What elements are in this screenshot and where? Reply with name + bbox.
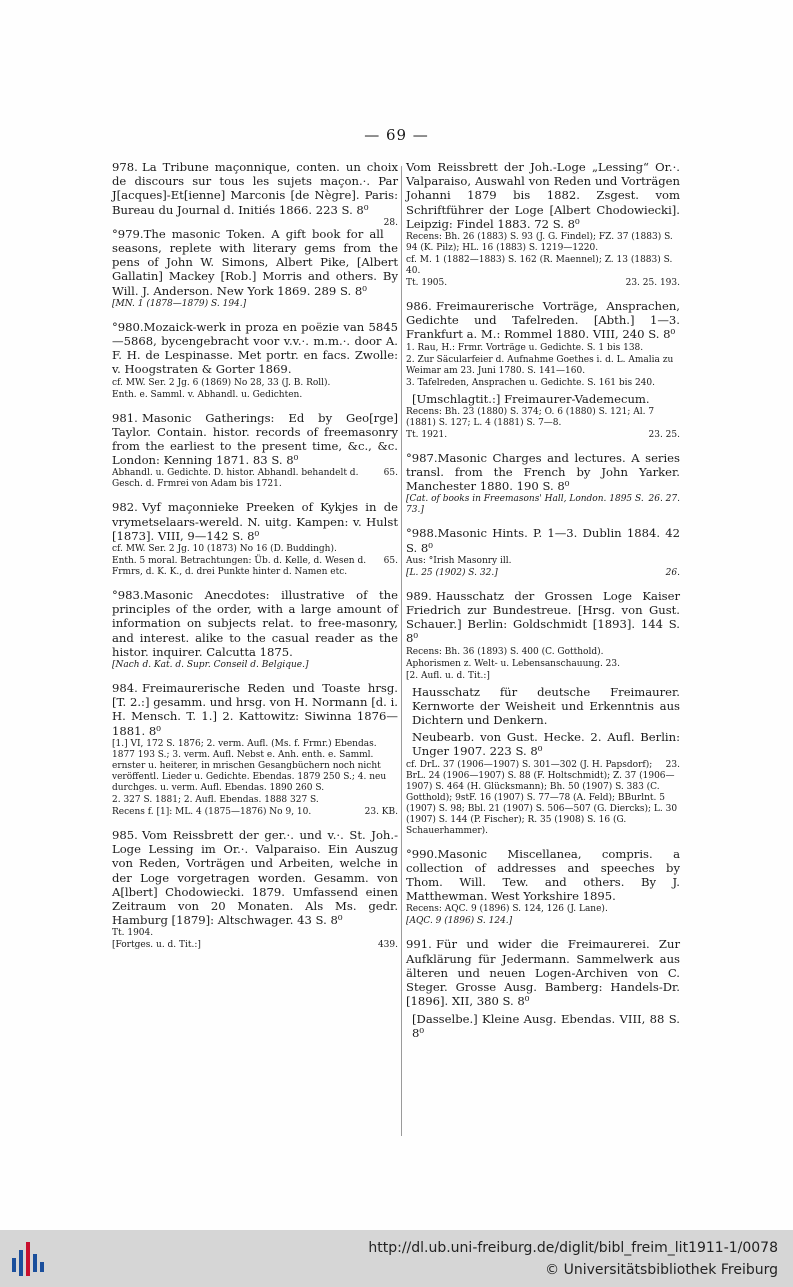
bibliography-entry bbox=[406, 160, 680, 289]
entry-title: Freimaurerische Reden und Toaste hrsg. [T. 2.:] gesamm. und hrsg. von H. Normann [d. i. H. Mensch. T. 1.] 2. Kattowitz: Siwinna 1876—1881. 8⁰ bbox=[112, 681, 398, 738]
entry-number: 978. bbox=[112, 160, 138, 174]
entry-text bbox=[112, 227, 398, 298]
bibliography-entry bbox=[112, 320, 398, 401]
entry-continuation: Hausschatz für deutsche Freimaurer. Kernworte der Weisheit und Erkenntnis aus Dichtern und Denkern. bbox=[412, 684, 680, 728]
entry-note: cf. M. 1 (1882—1883) S. 162 (R. Maennel); Z. 13 (1883) S. 40. bbox=[406, 255, 673, 277]
document-url-link[interactable]: http://dl.ub.uni-freiburg.de/diglit/bibl_freim_lit1911-1/0078 bbox=[368, 1240, 778, 1256]
copyright-notice: © Universitätsbibliothek Freiburg bbox=[545, 1262, 778, 1278]
bibliography-entry bbox=[112, 411, 398, 491]
left-column bbox=[112, 160, 398, 961]
bibliography-entry bbox=[406, 589, 680, 837]
entry-title: Masonic Anecdotes: illustrative of the principles of the order, with a large amount of information on subjects relat. to free-masonry, and interest. alike to the casual reader as the histor. inquirer. Calcutta 1875. bbox=[112, 588, 398, 659]
entry-title: Masonic Miscellanea, compris. a collection of addresses and speeches by Thom. Will. Tew. and others. By J. Matthewman. West Yorkshire 1895. bbox=[406, 846, 680, 904]
entry-note: 65. Enth. 5 moral. Betrachtungen: Üb. d. Kelle, d. Wesen d. Frmrs, d. K. K., d. drei Punkte hinter d. Namen etc. bbox=[112, 556, 398, 578]
entry-text bbox=[112, 500, 398, 543]
ub-freiburg-logo-icon bbox=[10, 1240, 44, 1278]
entry-number: °979. bbox=[112, 226, 144, 241]
entry-note: 23. 25. Tt. 1921. bbox=[406, 429, 680, 440]
entry-note: 23. cf. DrL. 37 (1906—1907) S. 301—302 (J. H. Papsdorf); BrL. 24 (1906—1907) S. 88 (F. Holtschmidt); Z. 37 (1906—1907) S. 464 (H. Glücksmann); Bh. 50 (1907) S. 383 (C. Gotthold); 9stF. 16 (1907) S. 77—78 (A. Feld); BBurlnt. 5 (1907) S. 98; Bbl. 21 (1907) S. 506—507 (G. Diercks); L. 30 (1907) S. 144 (P. Fischer); R. 35 (1908) S. 16 (G. Schauerhammer). bbox=[406, 759, 680, 836]
entry-text bbox=[406, 526, 680, 554]
entry-note: [1.] VI, 172 S. 1876; 2. verm. Aufl. (Ms. f. Frmr.) Ebendas. 1877 193 S.; 3. verm. Aufl. Nebst e. Anh. enth. e. Samml. ernster u. heiterer, in mrischen Gesangbüchern noch nicht veröffentl. Lieder u. Gedichte. Ebendas. 1879 250 S.; 4. neu durchges. u. verm. Aufl. Ebendas. 1890 260 S. bbox=[112, 738, 387, 793]
entry-note: Recens: Bh. 36 (1893) S. 400 (C. Gotthold). bbox=[406, 646, 604, 657]
entry-number: °990. bbox=[406, 846, 438, 861]
entry-title: Masonic Charges and lectures. A series transl. from the French by John Yarker. Manchester 1880. 190 S. 8⁰ bbox=[406, 450, 680, 494]
entry-number: 982. bbox=[112, 500, 138, 515]
entry-title: La Tribune maçonnique, conten. un choix de discours sur tous les sujets maçon.·. Par J[acques]-Et[ienne] Marconis [de Nègre]. Paris: Bureau du Journal d. Initiés 1866. 223 S. 8⁰ bbox=[112, 160, 398, 217]
entry-note: 2. Zur Säcularfeier d. Aufnahme Goethes i. d. L. Amalia zu Weimar am 23. Juni 1780. S. 141—160. bbox=[406, 354, 674, 376]
entry-title: Freimaurerische Vorträge, Ansprachen, Gedichte und Tafelreden. [Abth.] 1—3. Frankfurt a. M.: Rommel 1880. VIII, 240 S. 8⁰ bbox=[406, 299, 680, 342]
entry-ref: 65. bbox=[383, 468, 398, 479]
entry-note: 3. Tafelreden, Ansprachen u. Gedichte. S. 161 bis 240. bbox=[406, 377, 655, 388]
entry-note: [2. Aufl. u. d. Tit.:] bbox=[406, 670, 490, 681]
entry-note: 23. 25. 193. Tt. 1905. bbox=[406, 278, 680, 289]
entry-title: Mozaick-werk in proza en poëzie van 5845—5868, bycengebracht voor v.v.·. m.m.·. door A. F. H. de Lespinasse. Met portr. en facs. Zwolle: v. Hoogstraten & Gorter 1869. bbox=[112, 319, 398, 377]
column-divider bbox=[401, 166, 402, 1136]
entry-text bbox=[112, 588, 398, 659]
entry-note: Recens: AQC. 9 (1896) S. 124, 126 (J. Lane). bbox=[406, 904, 608, 915]
entry-text bbox=[406, 160, 680, 231]
entry-note: Aphorismen z. Welt- u. Lebensanschauung. 23. bbox=[406, 658, 620, 669]
entry-text bbox=[406, 937, 680, 1008]
entry-ref: 26. 27. bbox=[648, 494, 680, 505]
entry-number: °987. bbox=[406, 450, 438, 465]
entry-title: Masonic Gatherings: Ed by Geo[rge] Taylor. Contain. histor. records of freemasonry from the earliest to the present time, &c., &c. London: Kenning 1871. 83 S. 8⁰ bbox=[112, 410, 398, 468]
entry-note: Enth. e. Samml. v. Abhandl. u. Gedichten. bbox=[112, 389, 303, 400]
entry-number: 991. bbox=[406, 937, 432, 952]
entry-ref: 23. KB. bbox=[364, 806, 398, 817]
entry-title: Vyf maçonnieke Preeken of Kykjes in de vrymetselaars-wereld. N. uitg. Kampen: v. Hulst [1873]. VIII, 9—142 S. 8⁰ bbox=[112, 500, 398, 543]
entry-note: 2. 327 S. 1881; 2. Aufl. Ebendas. 1888 327 S. bbox=[112, 794, 319, 805]
entry-number: °983. bbox=[112, 588, 144, 603]
entry-ref: 26. bbox=[665, 567, 680, 578]
bibliography-entry bbox=[112, 681, 398, 818]
entry-text bbox=[112, 160, 398, 217]
bibliography-entry bbox=[406, 299, 680, 441]
entry-note: 23. KB. Recens f. [1]: ML. 4 (1875—1876) No 9, 10. bbox=[112, 806, 398, 817]
entry-title: Vom Reissbrett der Joh.-Loge „Lessing“ Or.·. Valparaiso, Auswahl von Reden und Vorträgen Johanni 1879 bis 1882. Zsgest. vom Schriftführer der Loge [Albert Chodowiecki]. Leipzig: Findel 1883. 72 S. 8⁰ bbox=[406, 160, 680, 231]
entry-note: [MN. 1 (1878—1879) S. 194.] bbox=[112, 298, 247, 309]
entry-continuation: [Umschlagtit.:] Freimaurer-Vademecum. bbox=[412, 391, 650, 406]
entry-note: cf. MW. Ser. 2 Jg. 6 (1869) No 28, 33 (J. B. Roll). bbox=[112, 377, 331, 388]
entry-number: 984. bbox=[112, 681, 138, 696]
entry-note: 26. 27. [Cat. of books in Freemasons' Hall, London. 1895 S. 73.] bbox=[406, 494, 680, 516]
entry-text bbox=[112, 411, 398, 468]
bibliography-entry bbox=[406, 451, 680, 517]
entry-number: 981. bbox=[112, 410, 138, 425]
entry-title: Vom Reissbrett der ger.·. und v.·. St. Joh.-Loge Lessing im Or.·. Valparaiso. Ein Auszug von Reden, Vorträgen und Arbeiten, welche in der Loge vorgetragen worden. Gesamm. von A[lbert] Chodowiecki. 1879. Umfassend einen Zeitraum von 20 Monaten. Als Ms. gedr. Hamburg [1879]: Altschwager. 43 S. 8⁰ bbox=[112, 827, 398, 928]
entry-note: 26. [L. 25 (1902) S. 32.] bbox=[406, 567, 680, 578]
entry-text bbox=[406, 847, 680, 904]
entry-ref: 23. 25. bbox=[648, 429, 680, 440]
entry-text bbox=[406, 589, 680, 646]
bibliography-entry bbox=[112, 500, 398, 578]
entry-title: Hausschatz der Grossen Loge Kaiser Friedrich zur Bundestreue. [Hrsg. von Gust. Schauer.] Berlin: Goldschmidt [1893]. 144 S. 8⁰ bbox=[406, 588, 680, 646]
entry-number: 986. bbox=[406, 299, 432, 314]
bibliography-entry bbox=[112, 588, 398, 671]
entry-note: cf. MW. Ser. 2 Jg. 10 (1873) No 16 (D. Buddingh). bbox=[112, 544, 337, 555]
right-column bbox=[406, 160, 680, 1050]
entry-note: 1. Rau, H.: Frmr. Vorträge u. Gedichte. S. 1 bis 138. bbox=[406, 342, 644, 353]
entry-note: Recens: Bh. 23 (1880) S. 374; O. 6 (1880) S. 121; Al. 7 (1881) S. 127; L. 4 (1881) S. 7—8. bbox=[406, 406, 655, 428]
entry-note: 65. Abhandl. u. Gedichte. D. histor. Abhandl. behandelt d. Gesch. d. Frmrei von Adam bis 1721. bbox=[112, 468, 398, 490]
bibliography-entry bbox=[112, 828, 398, 951]
entry-note: Tt. 1904. bbox=[112, 928, 154, 939]
entry-note: 439. [Fortges. u. d. Tit.:] bbox=[112, 940, 398, 951]
entry-text bbox=[406, 451, 680, 494]
entry-ref: 23. bbox=[665, 759, 680, 770]
entry-note: Recens: Bh. 26 (1883) S. 93 (J. G. Findel); FZ. 37 (1883) S. 94 (K. Pilz); HL. 16 (1883) S. 1219—1220. bbox=[406, 232, 673, 254]
entry-number: 989. bbox=[406, 588, 432, 603]
entry-note: [AQC. 9 (1896) S. 124.] bbox=[406, 916, 513, 927]
entry-number: 985. bbox=[112, 827, 138, 842]
viewer-footer bbox=[0, 1230, 793, 1287]
entry-continuation: [Dasselbe.] Kleine Ausg. Ebendas. VIII, 88 S. 8⁰ bbox=[412, 1011, 680, 1040]
entry-ref: 439. bbox=[377, 940, 398, 951]
entry-title: The masonic Token. A gift book for all seasons, replete with literary gems from the pens of John W. Simons, Albert Pike, [Albert Gallatin] Mackey [Rob.] Morris and others. By Will. J. Anderson. New York 1869. 289 S. 8⁰ bbox=[112, 226, 398, 298]
entry-ref: 28. bbox=[383, 217, 398, 228]
entry-note: [Nach d. Kat. d. Supr. Conseil d. Belgique.] bbox=[112, 660, 309, 671]
page-number: — 69 — bbox=[364, 126, 429, 144]
bibliography-entry bbox=[112, 160, 398, 228]
entry-text bbox=[112, 681, 398, 738]
entry-continuation: Neubearb. von Gust. Hecke. 2. Aufl. Berlin: Unger 1907. 223 S. 8⁰ bbox=[412, 730, 680, 759]
bibliography-entry bbox=[406, 526, 680, 578]
entry-number: °980. bbox=[112, 319, 144, 334]
bibliography-entry bbox=[112, 227, 398, 310]
entry-number: °988. bbox=[406, 526, 438, 541]
entry-text bbox=[112, 320, 398, 377]
entry-ref: 23. 25. 193. bbox=[625, 278, 680, 289]
bibliography-entry bbox=[406, 937, 680, 1039]
bibliography-entry bbox=[406, 847, 680, 928]
entry-text bbox=[112, 828, 398, 927]
entry-title: Für und wider die Freimaurerei. Zur Aufklärung für Jedermann. Sammelwerk aus älteren und neuen Logen-Archiven von C. Steger. Grosse Ausg. Bamberg: Handels-Dr. [1896]. XII, 380 S. 8⁰ bbox=[406, 937, 680, 1009]
entry-text bbox=[406, 299, 680, 342]
entry-title: Masonic Hints. P. 1—3. Dublin 1884. 42 S. 8⁰ bbox=[406, 526, 680, 555]
entry-ref: 65. bbox=[383, 556, 398, 567]
entry-note: Aus: °Irish Masonry ill. bbox=[406, 555, 512, 566]
